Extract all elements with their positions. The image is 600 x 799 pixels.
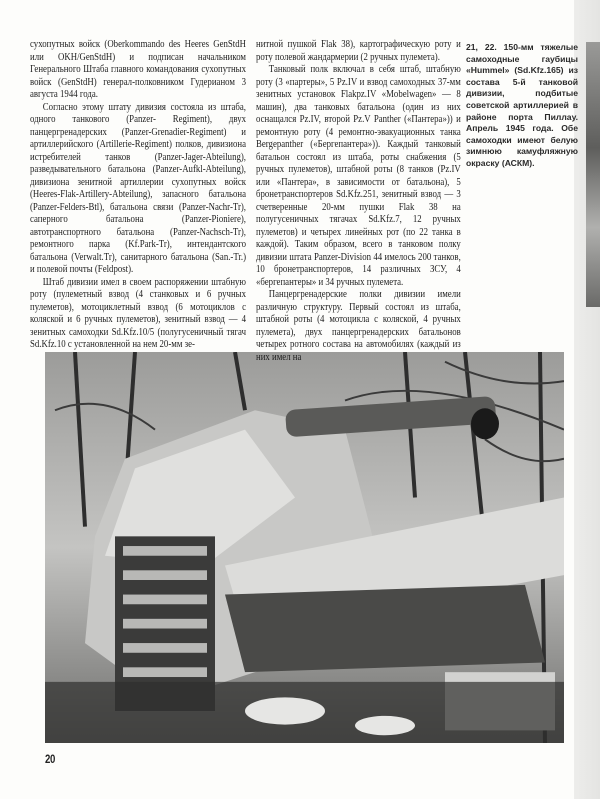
paragraph: Согласно этому штату дивизия состояла из штаба, одного танкового (Panzer- Regiment), двух панцергренадерских (Panzer-Grenadier-Regiment) и артиллерийского (Artillerie-Regiment) полков, дивизиона истребителей танков (Panzer-Jager-Abteilung), разведывательного батальона (Panzer-Aufkl-Abteilung), дивизиона зенитной артиллерии сухопутных войск (Heeres-Flak-Artillery-Abteilung), запасного батальона (Panzer-Felders-Btl), батальона связи (Panzer-Nachr-Tr), саперного батальона (Panzer-Pioniere), автотранспортного батальона (Panzer-Nachsch-Tr), ремонтного парка (Kf.Park-Tr), интендантского батальона (Verwalt.Tr), санитарного батальона (San.-Tr.) и полевой почты (Feldpost). — [30, 100, 246, 275]
paragraph: Штаб дивизии имел в своем распоряжении штабную роту (пулеметный взвод (4 станковых и 6 ручных пулеметов), мотоциклетный взвод (6 мотоциклов с коляской и 6 ручных пулеметов), зенитный взвод — 4 зенитных самоходки Sd.Kfz.10/5 (полугусеничный тягач Sd.Kfz.10 с установленной на нем 20-мм зе- — [30, 275, 246, 350]
left-text-column — [30, 38, 246, 351]
photo-destroyed-hummel — [45, 352, 564, 743]
photo-caption: 21, 22. 150-мм тяжелые самоходные гаубицы «Hummel» (Sd.Kfz.165) из состава 5-й танковой дивизии, подбитые советской артиллерией в районе порта Пиллау. Апрель 1945 года. Обе самоходки имеют белую зимнюю камуфляжную окраску (АСКМ). — [466, 42, 578, 168]
paragraph: Танковый полк включал в себя штаб, штабную роту (3 «партеры», 5 Pz.IV и взвод самоходных 37-мм зенитных установок Flakpz.IV «Mobelwagen» — 8 машин), два танковых батальона (один из них оснащался Pz.IV, второй Pz.V Panther («Пантера»)) и ремонтную роту (4 ремонтно-эвакуационных танка Bergepanther («Бергепантера»)). Каждый танковый батальон состоял из штаба, роты снабжения (5 ручных пулеметов), штабной роты (8 танков (Pz.IV или «Пантера», в зависимости от батальона), 5 бронетранспортеров Sd.Kfz.251, зенитный взвод — 3 счетверенные 20-мм пушки Flak 38 на полугусеничных тягачах Sd.Kfz.7, 12 ручных пулеметов) и четырех линейных рот (по 22 танка в каждой). Таким образом, всего в танковом полку дивизии штата Panzer-Division 44 имелось 200 танков, 10 бронетранспортеров, 14 различных ЗСУ, 4 «бергепантеры» и 34 ручных пулемета. — [256, 63, 461, 288]
middle-text-column — [256, 38, 461, 363]
paragraph: сухопутных войск (Oberkommando des Heeres GenStdH или OKH/GenStdH) и подписан начальником Генерального Штаба главного командования сухопутных войск (GenStdH) генерал-полковником Гудерианом 3 августа 1944 года. — [30, 38, 246, 100]
paragraph: Панцергренадерские полки дивизии имели различную структуру. Первый состоял из штаба, штабной роты (4 мотоцикла с коляской, 4 ручных пулемета), двух панцергренадерских батальонов четырех ротного состава на автомобилях (каждый из них имел на — [256, 288, 461, 363]
page-number: 20 — [45, 752, 55, 766]
paragraph: нитной пушкой Flak 38), картографическую роту и роту полевой жандармерии (2 ручных пулемета). — [256, 38, 461, 63]
adjacent-page-photo — [586, 42, 600, 307]
